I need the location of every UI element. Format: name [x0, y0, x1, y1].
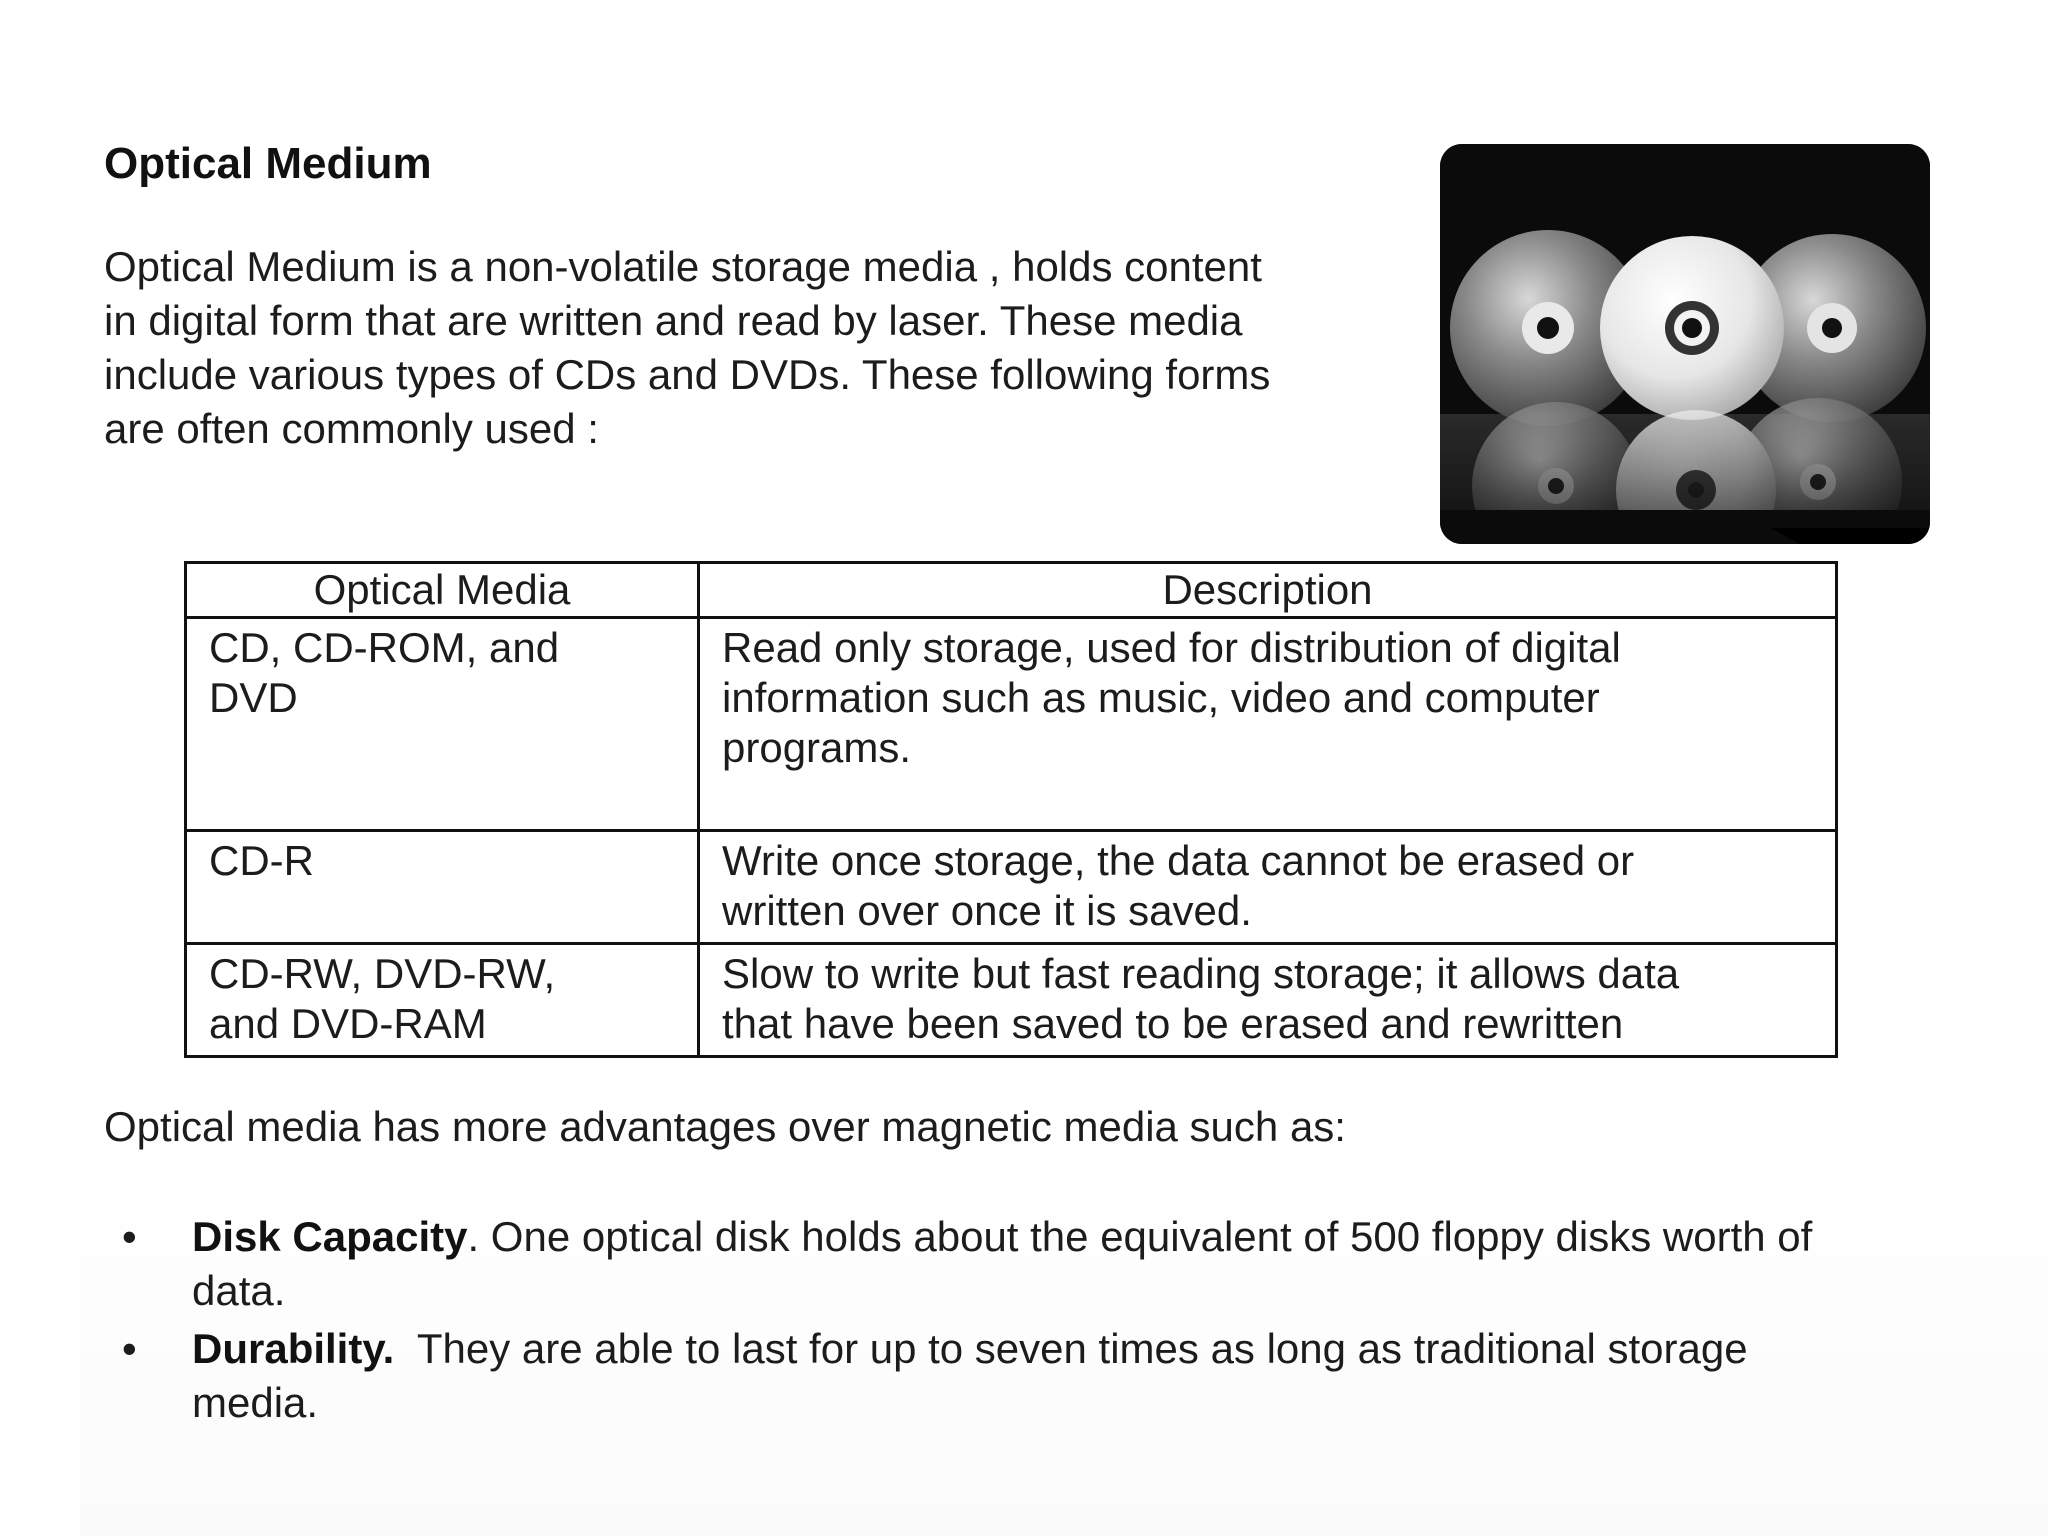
description-cell	[699, 831, 1837, 944]
intro-line: include various types of CDs and DVDs. These following forms	[104, 351, 1271, 398]
bullet-term: Disk Capacity	[192, 1213, 468, 1260]
discs-illustration-icon	[1440, 144, 1930, 544]
description-text: programs.	[722, 724, 912, 771]
bullet-icon: •	[122, 1213, 137, 1260]
bullet-text: They are able to last for up to seven times as long as traditional storage	[394, 1325, 1748, 1372]
media-text: CD, CD-ROM, and	[209, 624, 560, 671]
media-text: DVD	[209, 674, 298, 721]
disc-center	[1600, 236, 1784, 420]
media-cell	[186, 944, 699, 1057]
optical-discs-photo	[1440, 144, 1930, 544]
list-item	[104, 1210, 2004, 1318]
table-header-row	[186, 563, 1837, 618]
intro-line: are often commonly used :	[104, 405, 599, 452]
description-text: Read only storage, used for distribution of digital	[722, 624, 1621, 671]
intro-paragraph	[104, 240, 1414, 456]
description-text: Write once storage, the data cannot be erased or	[722, 837, 1635, 884]
media-cell	[186, 618, 699, 831]
description-cell	[699, 618, 1837, 831]
table-row	[186, 944, 1837, 1057]
bullet-continuation: media.	[192, 1379, 319, 1426]
intro-line: in digital form that are written and read by laser. These media	[104, 297, 1243, 344]
media-cell	[186, 831, 699, 944]
bullet-icon: •	[122, 1325, 137, 1372]
bullet-term: Durability.	[192, 1325, 395, 1372]
bullet-text: . One optical disk holds about the equivalent of 500 floppy disks worth of	[467, 1213, 1813, 1260]
advantages-list	[104, 1210, 2004, 1430]
description-text: information such as music, video and computer	[722, 674, 1600, 721]
media-text: CD-R	[209, 837, 314, 884]
table-row	[186, 618, 1837, 831]
advantages-intro: Optical media has more advantages over magnetic media such as:	[104, 1103, 1346, 1150]
bullet-line	[192, 1322, 2004, 1376]
bullet-continuation: data.	[192, 1267, 286, 1314]
description-cell	[699, 944, 1837, 1057]
bullet-line	[192, 1210, 2004, 1264]
column-header-media: Optical Media	[186, 563, 699, 618]
optical-media-table	[184, 561, 1838, 1058]
description-text: Slow to write but fast reading storage; it allows data	[722, 950, 1680, 997]
column-header-description: Description	[699, 563, 1837, 618]
list-item	[104, 1322, 2004, 1430]
description-text: written over once it is saved.	[722, 887, 1252, 934]
media-text: and DVD-RAM	[209, 1000, 487, 1047]
description-text: that have been saved to be erased and rewritten	[722, 1000, 1624, 1047]
page-heading: Optical Medium	[104, 139, 432, 188]
table-row	[186, 831, 1837, 944]
intro-line: Optical Medium is a non-volatile storage media , holds content	[104, 243, 1262, 290]
media-text: CD-RW, DVD-RW,	[209, 950, 556, 997]
